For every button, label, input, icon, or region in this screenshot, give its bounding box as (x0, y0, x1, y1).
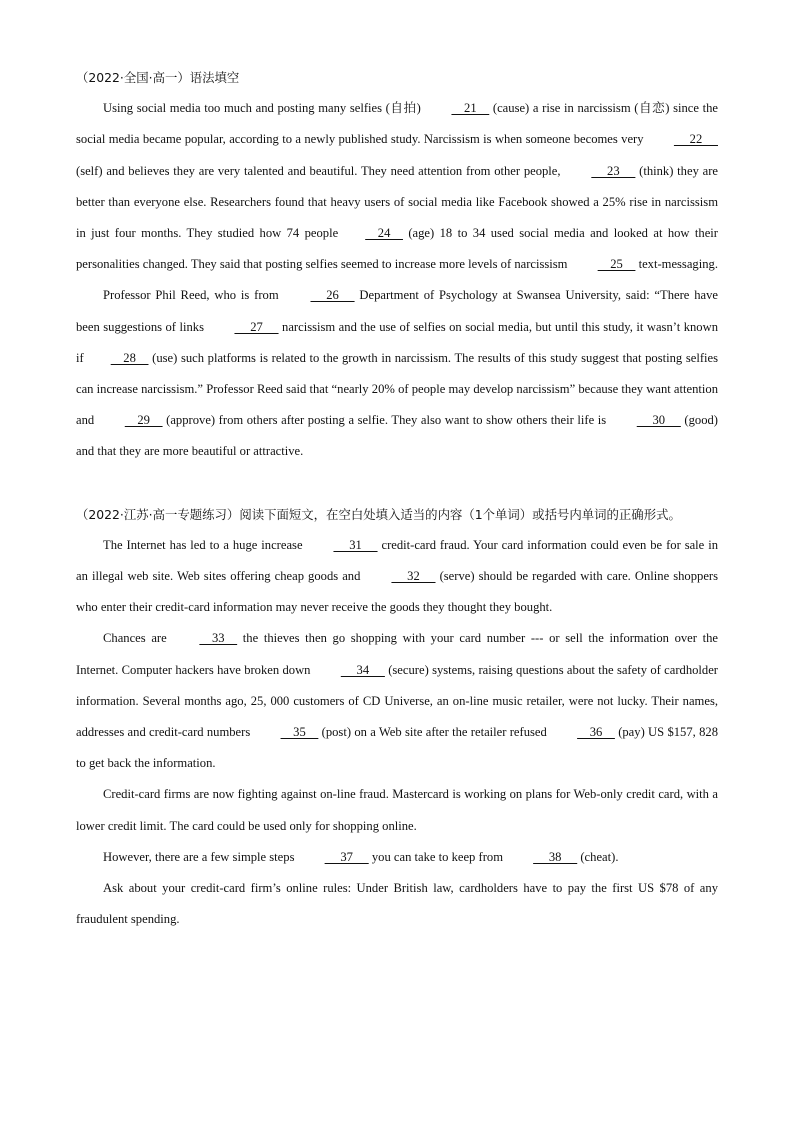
answer-blank[interactable]: 21 (451, 101, 490, 116)
answer-blank[interactable]: 34 (340, 662, 385, 677)
answer-blank[interactable]: 25 (597, 257, 636, 272)
answer-blank[interactable]: 23 (591, 163, 636, 178)
text-segment: (approve) from others after posting a selfie. They also want to show others their life is (162, 413, 610, 428)
text-segment: (cheat). (577, 849, 619, 864)
text-segment: narcissism and the use of selfies on social media, but until this study, it wasn’t known if (76, 319, 718, 365)
answer-blank[interactable]: 35 (280, 725, 319, 740)
answer-blank[interactable]: 22 (673, 132, 718, 147)
text-segment: (cause) a rise in narcissism (自恋) since the social media became popular, according to a newly published study. Narcissism is when someone becomes very (76, 101, 718, 147)
section-2-body (76, 530, 718, 936)
answer-blank[interactable]: 29 (124, 413, 163, 428)
text-segment: (secure) systems, raising questions about the safety of cardholder information. Several months ago, 25, 000 customers of CD Universe, an on-line music retailer, were not lucky. Their names, addresses and credit-card numbers (76, 662, 718, 740)
text-segment: (post) on a Web site after the retailer refused (318, 725, 551, 740)
paragraph (76, 623, 718, 779)
answer-blank[interactable]: 38 (533, 849, 578, 864)
answer-blank[interactable]: 30 (636, 413, 681, 428)
answer-blank[interactable]: 24 (365, 226, 403, 241)
text-segment: Chances are (103, 631, 173, 646)
text-segment: Using social media too much and posting many selfies (自拍) (103, 101, 425, 116)
text-segment: (age) 18 to 34 used social media and looked at how their personalities changed. They said that posting selfies seemed to increase more levels of narcissism (76, 226, 718, 272)
text-segment: text-messaging. (635, 257, 718, 272)
text-segment: Credit-card firms are now fighting against on-line fraud. Mastercard is working on plans for Web-only credit card, with a lower credit limit. The card could be used only for shopping online. (76, 787, 718, 833)
text-segment: (self) and believes they are very talented and beautiful. They need attention from other people, (76, 163, 565, 178)
answer-blank[interactable]: 27 (234, 319, 279, 334)
section-1-body (76, 93, 718, 467)
text-segment: (good) and that they are more beautiful or attractive. (76, 413, 718, 459)
answer-blank[interactable]: 26 (310, 288, 355, 303)
paragraph (76, 873, 718, 935)
document-page (76, 62, 718, 935)
paragraph (76, 779, 718, 841)
text-segment: (use) such platforms is related to the growth in narcissism. The results of this study suggest that posting selfies can increase narcissism.” Professor Reed said that “nearly 20% of people may develop narcissism” because they want attention and (76, 350, 718, 428)
answer-blank[interactable]: 28 (110, 350, 149, 365)
answer-blank[interactable]: 37 (324, 849, 369, 864)
paragraph (76, 842, 718, 873)
section-2-header: （2022·江苏·高一专题练习）阅读下面短文，在空白处填入适当的内容（1个单词）或括号内单词的正确形式。 (76, 506, 681, 522)
text-segment: (think) they are better than everyone else. Researchers found that heavy users of social media like Facebook showed a 25% rise in narcissism in just four months. They studied how 74 people (76, 163, 718, 241)
text-segment: you can take to keep from (368, 849, 507, 864)
text-segment: (pay) US $157, 828 to get back the information. (76, 725, 718, 771)
text-segment: Department of Psychology at Swansea University, said: “There have been suggestions of links (76, 288, 718, 334)
text-segment: (serve) should be regarded with care. Online shoppers who enter their credit-card information may never receive the goods they thought they bought. (76, 569, 718, 615)
text-segment: Ask about your credit-card firm’s online rules: Under British law, cardholders have to pay the first US $78 of any fraudulent spending. (76, 881, 718, 927)
section-spacer (76, 468, 718, 499)
paragraph (76, 280, 718, 467)
answer-blank[interactable]: 36 (577, 725, 615, 740)
answer-blank[interactable]: 33 (199, 631, 238, 646)
paragraph (76, 530, 718, 624)
paragraph (76, 93, 718, 280)
text-segment: the thieves then go shopping with your card number --- or sell the information over the Internet. Computer hackers have broken down (76, 631, 718, 677)
text-segment: However, there are a few simple steps (103, 849, 298, 864)
section-1-header: （2022·全国·高一）语法填空 (76, 70, 240, 85)
answer-blank[interactable]: 32 (391, 569, 436, 584)
answer-blank[interactable]: 31 (333, 537, 378, 552)
text-segment: credit-card fraud. Your card information could even be for sale in an illegal web site. Web sites offering cheap goods and (76, 537, 718, 584)
text-segment: Professor Phil Reed, who is from (103, 288, 284, 303)
text-segment: The Internet has led to a huge increase (103, 537, 307, 552)
